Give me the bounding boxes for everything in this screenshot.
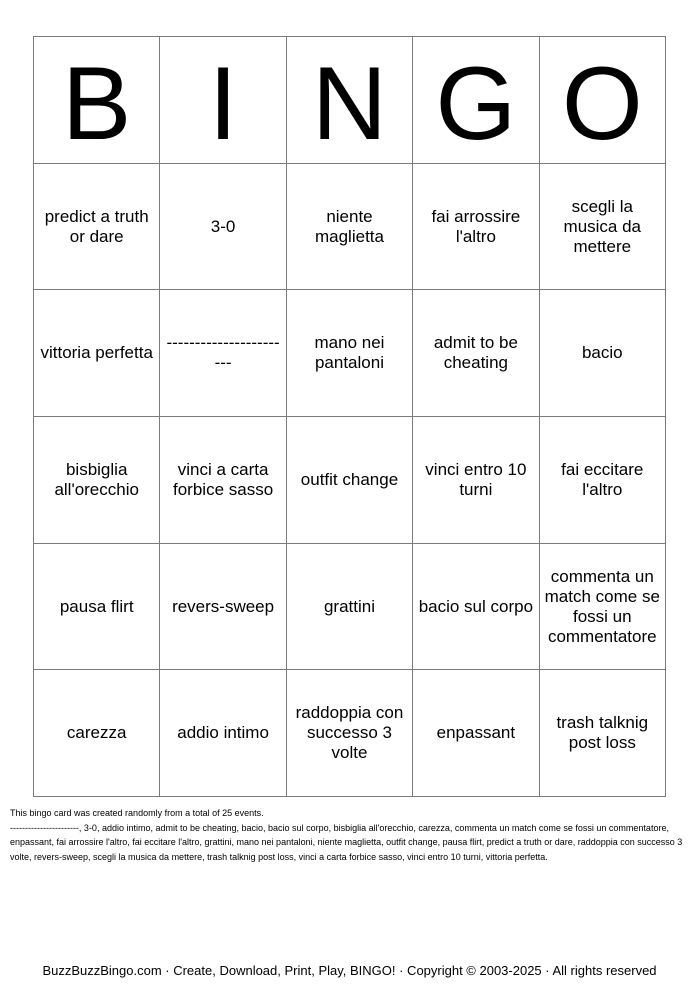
card-cell: carezza bbox=[34, 670, 160, 797]
footnote-intro: This bingo card was created randomly from a total of 25 events. bbox=[10, 808, 264, 818]
card-cell: grattini bbox=[286, 544, 412, 670]
card-cell: addio intimo bbox=[160, 670, 286, 797]
card-cell: vittoria perfetta bbox=[34, 290, 160, 417]
card-cell: commenta un match come se fossi un commentatore bbox=[539, 544, 665, 670]
card-row bbox=[34, 417, 666, 544]
header-letter-g: G bbox=[413, 37, 539, 164]
card-row bbox=[34, 544, 666, 670]
card-cell: 3-0 bbox=[160, 164, 286, 290]
bingo-card bbox=[33, 36, 666, 797]
card-cell: bacio bbox=[539, 290, 665, 417]
header-letter-n: N bbox=[286, 37, 412, 164]
card-cell: fai eccitare l'altro bbox=[539, 417, 665, 544]
card-row bbox=[34, 290, 666, 417]
header-row bbox=[34, 37, 666, 164]
header-letter-o: O bbox=[539, 37, 665, 164]
free-space-cell: ----------------------- bbox=[160, 290, 286, 417]
card-cell: predict a truth or dare bbox=[34, 164, 160, 290]
card-cell: trash talknig post loss bbox=[539, 670, 665, 797]
card-cell: fai arrossire l'altro bbox=[413, 164, 539, 290]
card-cell: raddoppia con successo 3 volte bbox=[286, 670, 412, 797]
header-letter-b: B bbox=[34, 37, 160, 164]
card-row bbox=[34, 670, 666, 797]
card-cell: mano nei pantaloni bbox=[286, 290, 412, 417]
card-cell: outfit change bbox=[286, 417, 412, 544]
card-cell: vinci a carta forbice sasso bbox=[160, 417, 286, 544]
card-cell: scegli la musica da mettere bbox=[539, 164, 665, 290]
footnote-event-list: -----------------------, 3-0, addio intimo, admit to be cheating, bacio, bacio sul corpo, bisbiglia all'orecchio, carezza, commenta un match come se fossi un commentatore, enpassant, fai arrossire l'altro, fai eccitare l'altro, grattini, mano nei pantaloni, niente maglietta, outfit change, pausa flirt, predict a truth or dare, raddoppia con successo 3 volte, revers-sweep, scegli la musica da mettere, trash talknig post loss, vinci a carta forbice sasso, vinci entro 10 turni, vittoria perfetta. bbox=[10, 822, 683, 862]
card-cell: niente maglietta bbox=[286, 164, 412, 290]
card-cell: vinci entro 10 turni bbox=[413, 417, 539, 544]
card-row bbox=[34, 164, 666, 290]
card-cell: bacio sul corpo bbox=[413, 544, 539, 670]
card-cell: revers-sweep bbox=[160, 544, 286, 670]
card-cell: pausa flirt bbox=[34, 544, 160, 670]
card-footnote bbox=[10, 806, 690, 864]
card-cell: admit to be cheating bbox=[413, 290, 539, 417]
card-cell: enpassant bbox=[413, 670, 539, 797]
site-footer: BuzzBuzzBingo.com · Create, Download, Print, Play, BINGO! · Copyright © 2003-2025 · All rights reserved bbox=[42, 963, 657, 978]
card-cell: bisbiglia all'orecchio bbox=[34, 417, 160, 544]
header-letter-i: I bbox=[160, 37, 286, 164]
